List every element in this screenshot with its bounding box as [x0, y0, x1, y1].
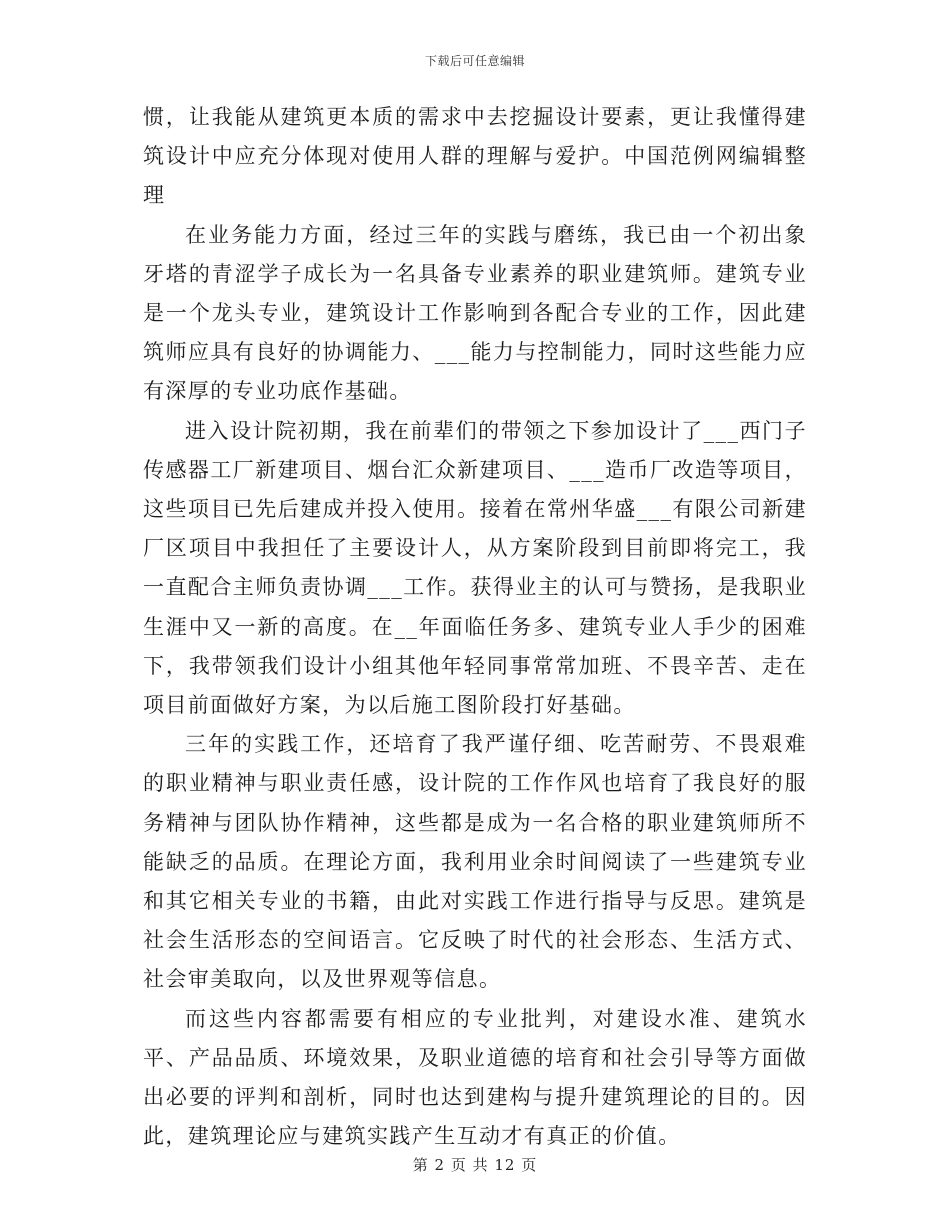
paragraph-project-experience: 进入设计院初期，我在前辈们的带领之下参加设计了___西门子传感器工厂新建项目、烟台汇众新建项目、___造币厂改造等项目，这些项目已先后建成并投入使用。接着在常州华盛___有限公司新建厂区项目中我担任了主要设计人，从方案阶段到目前即将完工，我一直配合主师负责协调___工作。获得业主的认可与赞扬，是我职业生涯中又一新的高度。在__年面临任务多、建筑专业人手少的困难下，我带领我们设计小组其他年轻同事常常加班、不畏辛苦、走在项目前面做好方案，为以后施工图阶段打好基础。 [143, 418, 807, 718]
paragraph-architecture-theory: 而这些内容都需要有相应的专业批判，对建设水准、建筑水平、产品品质、环境效果，及职业道德的培育和社会引导等方面做出必要的评判和剖析，同时也达到建构与提升建筑理论的目的。因此，建筑理论应与建筑实践产生互动才有真正的价值。 [143, 1006, 807, 1149]
page-header: 下载后可任意编辑 [424, 54, 525, 68]
paragraph-business-ability: 在业务能力方面，经过三年的实践与磨练，我已由一个初出象牙塔的青涩学子成长为一名具备专业素养的职业建筑师。建筑专业是一个龙头专业，建筑设计工作影响到各配合专业的工作，因此建筑师应具有良好的协调能力、___能力与控制能力，同时这些能力应有深厚的专业功底作基础。 [143, 222, 807, 404]
page-number: 第 2 页 共 12 页 [412, 1156, 538, 1174]
paragraph-professional-spirit: 三年的实践工作，还培育了我严谨仔细、吃苦耐劳、不畏艰难的职业精神与职业责任感，设计院的工作作风也培育了我良好的服务精神与团队协作精神，这些都是成为一名合格的职业建筑师所不能缺乏的品质。在理论方面，我利用业余时间阅读了一些建筑专业和其它相关专业的书籍，由此对实践工作进行指导与反思。建筑是社会生活形态的空间语言。它反映了时代的社会形态、生活方式、社会审美取向，以及世界观等信息。 [143, 732, 807, 992]
document-body [143, 98, 807, 1156]
paragraph-continued: 惯，让我能从建筑更本质的需求中去挖掘设计要素，更让我懂得建筑设计中应充分体现对使用人群的理解与爱护。中国范例网编辑整理 [143, 105, 807, 208]
